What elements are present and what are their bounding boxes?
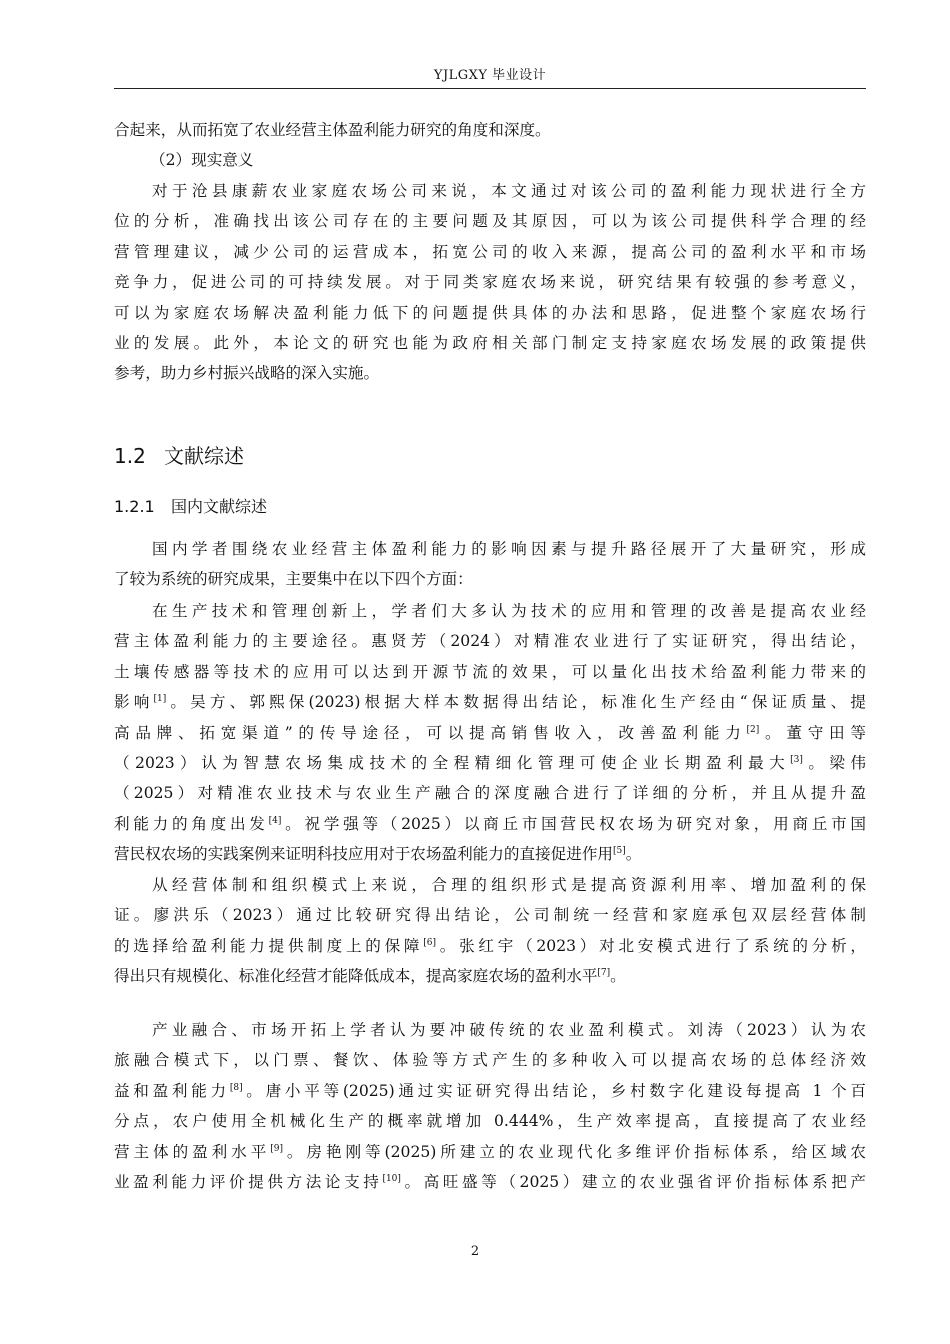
text-line: 从经营体制和组织模式上来说，合理的组织形式是提高资源利用率、增加盈利的保 <box>152 876 866 894</box>
citation-ref: [2] <box>746 724 760 735</box>
text-line <box>114 687 866 717</box>
text-line: 土壤传感器等技术的应用可以达到开源节流的效果，可以量化出技术给盈利能力带来的 <box>114 662 866 681</box>
text-line <box>114 839 866 869</box>
text-line <box>114 931 866 961</box>
text-segment: 。高旺盛等（2025）建立的农业强省评价指标体系把产 <box>400 1172 866 1191</box>
text-segment: 得出只有规模化、标准化经营才能降低成本，提高家庭农场的盈利水平 <box>114 967 598 986</box>
citation-ref: [1] <box>153 694 167 705</box>
text-segment: 。祝学强等（2025）以商丘市国营民权农场为研究对象，用商丘市国 <box>281 814 866 833</box>
text-line: 对于沧县康薪农业家庭农场公司来说，本文通过对该公司的盈利能力现状进行全方 <box>152 182 866 200</box>
section-heading-1-2 <box>114 441 244 471</box>
practical-significance-heading: （2）现实意义 <box>150 151 254 170</box>
text-line: 位的分析，准确找出该公司存在的主要问题及其原因，可以为该公司提供科学合理的经 <box>114 212 866 231</box>
citation-ref: [9] <box>270 1143 283 1154</box>
text-line <box>114 961 866 991</box>
citation-ref: [10] <box>382 1173 401 1184</box>
text-line <box>114 1137 866 1167</box>
text-line <box>114 1076 866 1106</box>
citation-ref: [3] <box>790 754 803 765</box>
text-segment: 影响 <box>114 693 154 712</box>
text-segment: 。吴方、郭熙保(2023)根据大样本数据得出结论，标准化生产经由“保证质量、提 <box>166 693 866 712</box>
text-line: 证。廖洪乐（2023）通过比较研究得出结论，公司制统一经营和家庭承包双层经营体制 <box>114 906 866 925</box>
technology-paragraph <box>114 596 866 870</box>
practical-significance-paragraph <box>114 176 866 389</box>
text-segment: 营民权农场的实践案例来证明科技应用对于农场盈利能力的直接促进作用 <box>114 845 614 864</box>
text-segment: （2023）认为智慧农场集成技术的全程精细化管理可使企业长期盈利最大 <box>114 753 791 772</box>
text-line: 分点，农户使用全机械化生产的概率就增加 0.444%，生产效率提高，直接提高了农业经 <box>114 1112 866 1131</box>
citation-ref: [4] <box>268 815 282 826</box>
text-line: （2025）对精准农业技术与农业生产融合的深度融合进行了详细的分析，并且从提升盈 <box>114 784 866 803</box>
text-line: 竞争力，促进公司的可持续发展。对于同类家庭农场来说，研究结果有较强的参考意义， <box>114 273 866 292</box>
market-paragraph <box>114 1015 866 1197</box>
text-segment: 。 <box>610 967 626 986</box>
text-segment: 营主体的盈利水平 <box>114 1142 271 1161</box>
text-segment: 的选择给盈利能力提供制度上的保障 <box>114 936 424 955</box>
citation-ref: [5] <box>613 846 626 857</box>
text-line: 参考，助力乡村振兴战略的深入实施。 <box>114 364 380 383</box>
text-segment: 利能力的角度出发 <box>114 814 269 833</box>
subsection-heading-1-2-1 <box>114 494 267 520</box>
page-number: 2 <box>470 1244 480 1259</box>
text-line: 在生产技术和管理创新上，学者们大多认为技术的应用和管理的改善是提高农业经 <box>152 602 866 620</box>
subsection-title: 国内文献综述 <box>171 497 268 516</box>
citation-ref: [6] <box>423 937 437 948</box>
text-line: 了较为系统的研究成果，主要集中在以下四个方面： <box>114 570 473 589</box>
subsection-number: 1.2.1 <box>114 497 155 516</box>
text-line: 营管理建议，减少公司的运营成本，拓宽公司的收入来源，提高公司的盈利水平和市场 <box>114 242 866 261</box>
citation-ref: [8] <box>229 1082 243 1093</box>
text-line: 国内学者围绕农业经营主体盈利能力的影响因素与提升路径展开了大量研究，形成 <box>152 540 866 558</box>
text-line <box>114 718 866 748</box>
text-segment: 。张红宇（2023）对北安模式进行了系统的分析， <box>436 936 866 955</box>
text-line: 旅融合模式下，以门票、餐饮、体验等方式产生的多种收入可以提高农场的总体经济效 <box>114 1051 866 1070</box>
page-header <box>114 66 866 89</box>
text-line: 合起来，从而拓宽了农业经营主体盈利能力研究的角度和深度。 <box>114 121 551 139</box>
header-title: YJLGXY 毕业设计 <box>433 68 547 83</box>
text-line: 可以为家庭农场解决盈利能力低下的问题提供具体的办法和思路，促进整个家庭农场行 <box>114 303 866 322</box>
text-segment: 。梁伟 <box>802 753 866 772</box>
citation-ref: [7] <box>597 968 611 979</box>
continuation-paragraph <box>114 115 866 176</box>
intro-paragraph <box>114 534 866 595</box>
organization-paragraph <box>114 870 866 992</box>
text-segment: 。唐小平等(2025)通过实证研究得出结论，乡村数字化建设每提高 1 个百 <box>242 1081 866 1100</box>
text-segment: 。董守田等 <box>759 723 866 742</box>
text-line <box>114 809 866 839</box>
section-title: 文献综述 <box>164 444 244 468</box>
text-line <box>114 1167 866 1197</box>
text-segment: 益和盈利能力 <box>114 1081 230 1100</box>
text-segment: 业盈利能力评价提供方法论支持 <box>114 1172 383 1191</box>
text-line: 营主体盈利能力的主要途径。惠贤芳（2024）对精准农业进行了实证研究，得出结论， <box>114 632 866 651</box>
text-line <box>114 748 866 778</box>
text-segment: 。房艳刚等(2025)所建立的农业现代化多维评价指标体系，给区域农 <box>282 1142 866 1161</box>
text-segment: 。 <box>625 845 642 864</box>
text-segment: 高品牌、拓宽渠道”的传导途径，可以提高销售收入，改善盈利能力 <box>114 723 747 742</box>
text-line: 产业融合、市场开拓上学者认为要冲破传统的农业盈利模式。刘涛（2023）认为农 <box>152 1021 866 1039</box>
text-line: 业的发展。此外，本论文的研究也能为政府相关部门制定支持家庭农场发展的政策提供 <box>114 333 866 352</box>
section-number: 1.2 <box>114 444 146 468</box>
